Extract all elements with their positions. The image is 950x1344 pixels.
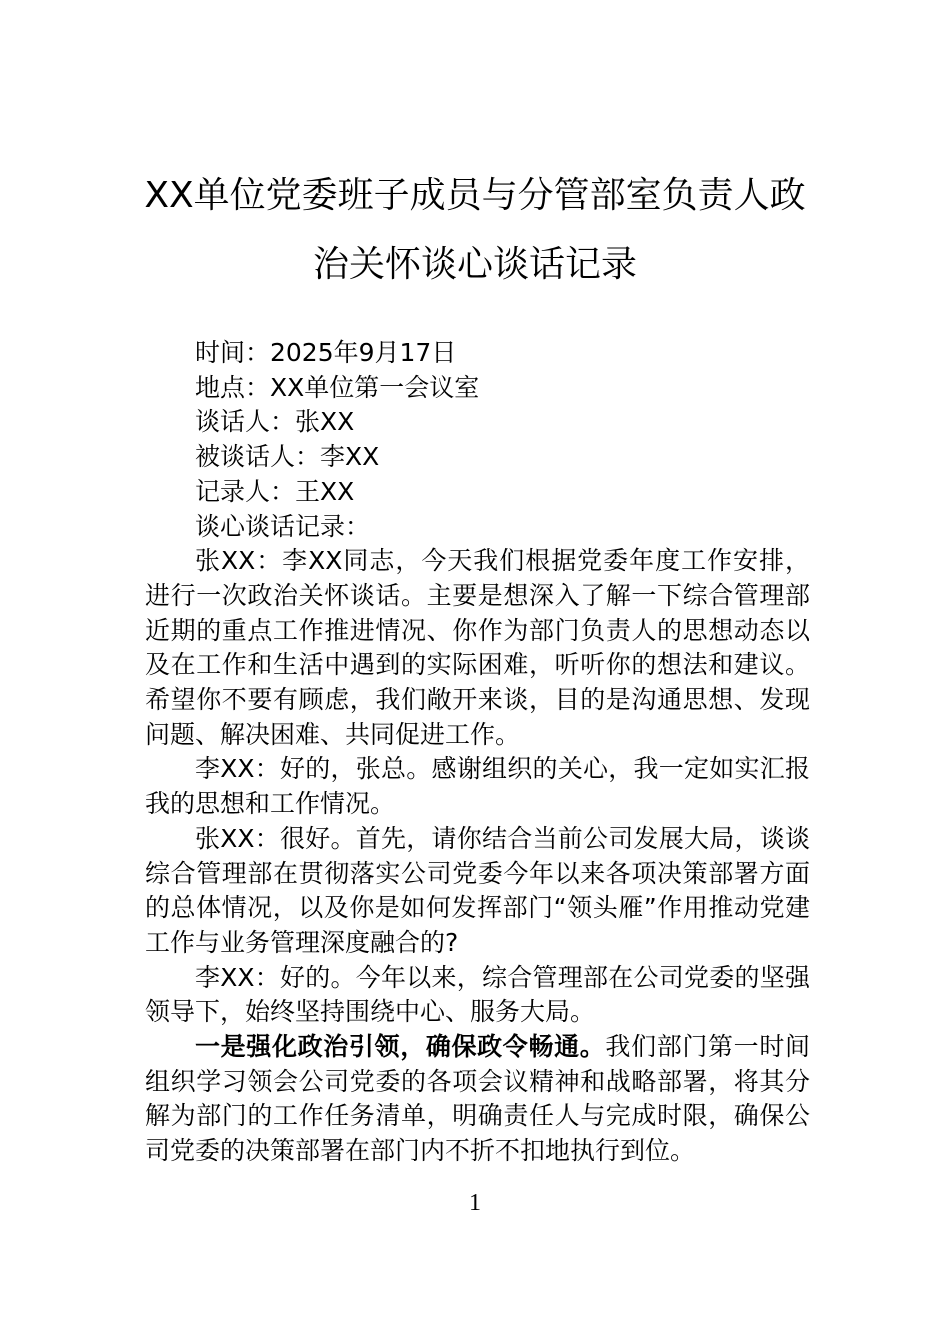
point-one-heading: 一是强化政治引领，确保政令畅通。	[195, 1032, 606, 1062]
dialogue-paragraph: 李XX：好的，张总。感谢组织的关心，我一定如实汇报我的思想和工作情况。	[145, 754, 810, 819]
meta-interviewer: 谈话人：张XX	[195, 407, 355, 437]
meta-recorder: 记录人：王XX	[195, 476, 355, 506]
document-title-line-1: XX单位党委班子成员与分管部室负责人政	[144, 175, 806, 216]
meta-time: 时间：2025年9月17日	[195, 338, 457, 367]
point-one-text: 我们部门第一时间组织学习领会公司党委的各项会议精神和战略部署，将其分解为部门的工作任务清单，明确责任人与完成时限，确保公司党委的决策部署在部门内不折不扣地执行到位。	[145, 1032, 810, 1166]
dialogue-paragraph: 张XX：很好。首先，请你结合当前公司发展大局，谈谈综合管理部在贯彻落实公司党委今年以来各项决策部署方面的总体情况，以及你是如何发挥部门“领头雁”作用推动党建工作与业务管理深度融合的?	[145, 823, 810, 957]
meta-interviewee: 被谈话人：李XX	[195, 442, 380, 472]
point-one-paragraph	[145, 1030, 810, 1169]
meta-place: 地点：XX单位第一会议室	[195, 372, 480, 402]
dialogue-paragraph: 张XX：李XX同志，今天我们根据党委年度工作安排，进行一次政治关怀谈话。主要是想深入了解一下综合管理部近期的重点工作推进情况、你作为部门负责人的思想动态以及在工作和生活中遇到的实际困难，听听你的想法和建议。希望你不要有顾虑，我们敞开来谈，目的是沟通思想、发现问题、解决困难、共同促进工作。	[145, 546, 810, 749]
document-body	[145, 336, 810, 1169]
page-number: 1	[469, 1190, 481, 1216]
meta-record-label: 谈心谈话记录：	[195, 511, 371, 541]
document-title-line-2: 治关怀谈心谈话记录	[312, 244, 637, 285]
dialogue-paragraph: 李XX：好的。今年以来，综合管理部在公司党委的坚强领导下，始终坚持围绕中心、服务大局。	[145, 962, 810, 1027]
